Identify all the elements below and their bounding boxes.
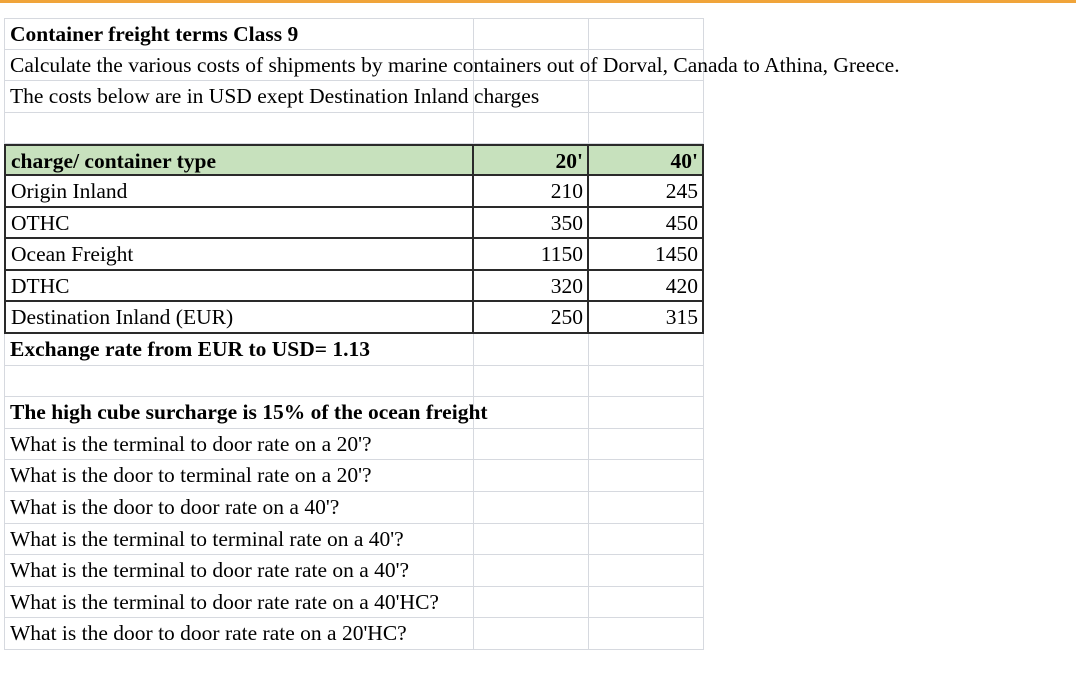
instruction-row <box>4 50 900 82</box>
empty-cell[interactable] <box>589 113 704 145</box>
value-20ft[interactable]: 210 <box>474 176 589 208</box>
empty-cell[interactable] <box>589 366 704 398</box>
question-text[interactable]: What is the terminal to terminal rate on a 40'? <box>4 524 474 556</box>
answer-cell[interactable] <box>474 618 589 650</box>
table-row <box>4 239 704 271</box>
answer-cell[interactable] <box>474 492 589 524</box>
answer-cell[interactable] <box>474 460 589 492</box>
instruction-text[interactable] <box>4 50 900 82</box>
question-text[interactable]: What is the terminal to door rate on a 20'? <box>4 429 474 461</box>
currency-note-content: The costs below are in USD exept Destination Inland charges <box>10 84 540 109</box>
question-row <box>4 492 704 524</box>
cost-table-header <box>4 144 704 176</box>
window-top-border <box>0 0 1076 3</box>
table-row <box>4 302 704 334</box>
sheet-title[interactable]: Container freight terms Class 9 <box>4 18 474 50</box>
table-row <box>4 176 704 208</box>
charge-label[interactable]: Origin Inland <box>4 176 474 208</box>
charge-label[interactable]: OTHC <box>4 208 474 240</box>
empty-cell[interactable] <box>589 429 704 461</box>
value-40ft[interactable]: 1450 <box>589 239 704 271</box>
answer-cell[interactable] <box>474 429 589 461</box>
question-text[interactable] <box>4 587 474 619</box>
table-row <box>4 271 704 303</box>
title-row <box>4 18 704 50</box>
value-40ft[interactable]: 420 <box>589 271 704 303</box>
question-text[interactable]: What is the door to door rate rate on a 20'HC? <box>4 618 474 650</box>
surcharge-note[interactable] <box>4 397 488 429</box>
empty-cell[interactable] <box>589 492 704 524</box>
value-20ft[interactable]: 350 <box>474 208 589 240</box>
question-text[interactable]: What is the door to door rate on a 40'? <box>4 492 474 524</box>
empty-cell[interactable] <box>4 366 474 398</box>
charge-label[interactable]: DTHC <box>4 271 474 303</box>
answer-cell[interactable] <box>474 587 589 619</box>
empty-cell[interactable] <box>589 397 704 429</box>
blank-row <box>4 113 704 145</box>
question-row <box>4 524 704 556</box>
empty-cell[interactable] <box>589 555 704 587</box>
surcharge-note-content: The high cube surcharge is 15% of the ocean freight <box>10 400 488 425</box>
question-text-content: What is the terminal to door rate rate on a 40'HC? <box>10 589 439 614</box>
empty-cell[interactable] <box>474 334 589 366</box>
empty-cell[interactable] <box>589 18 704 50</box>
table-row <box>4 208 704 240</box>
empty-cell[interactable] <box>474 397 589 429</box>
question-row <box>4 618 704 650</box>
blank-row <box>4 366 704 398</box>
empty-cell[interactable] <box>589 81 704 113</box>
charge-label[interactable]: Destination Inland (EUR) <box>4 302 474 334</box>
instruction-text-content: Calculate the various costs of shipments by marine containers out of Dorval, Canada to Athina, Greece. <box>10 52 900 77</box>
value-40ft[interactable]: 450 <box>589 208 704 240</box>
value-40ft[interactable]: 245 <box>589 176 704 208</box>
value-20ft[interactable]: 320 <box>474 271 589 303</box>
empty-cell[interactable] <box>589 587 704 619</box>
spreadsheet <box>4 18 900 650</box>
surcharge-row <box>4 397 704 429</box>
empty-cell[interactable] <box>589 524 704 556</box>
empty-cell[interactable] <box>474 18 589 50</box>
empty-cell[interactable] <box>474 113 589 145</box>
value-40ft[interactable]: 315 <box>589 302 704 334</box>
value-20ft[interactable]: 250 <box>474 302 589 334</box>
header-charge-type[interactable]: charge/ container type <box>4 144 474 176</box>
question-row <box>4 429 704 461</box>
question-text[interactable]: What is the terminal to door rate rate on a 40'? <box>4 555 474 587</box>
exchange-rate-row <box>4 334 704 366</box>
question-text[interactable]: What is the door to terminal rate on a 20'? <box>4 460 474 492</box>
answer-cell[interactable] <box>474 524 589 556</box>
currency-note-row <box>4 81 704 113</box>
value-20ft[interactable]: 1150 <box>474 239 589 271</box>
empty-cell[interactable] <box>4 113 474 145</box>
empty-cell[interactable] <box>589 334 704 366</box>
empty-cell[interactable] <box>589 460 704 492</box>
question-row <box>4 587 704 619</box>
empty-cell[interactable] <box>474 366 589 398</box>
header-20ft[interactable]: 20' <box>474 144 589 176</box>
exchange-rate[interactable]: Exchange rate from EUR to USD= 1.13 <box>4 334 474 366</box>
answer-cell[interactable] <box>474 555 589 587</box>
currency-note[interactable] <box>4 81 540 113</box>
question-row <box>4 460 704 492</box>
charge-label[interactable]: Ocean Freight <box>4 239 474 271</box>
header-40ft[interactable]: 40' <box>589 144 704 176</box>
question-row <box>4 555 704 587</box>
empty-cell[interactable] <box>589 618 704 650</box>
